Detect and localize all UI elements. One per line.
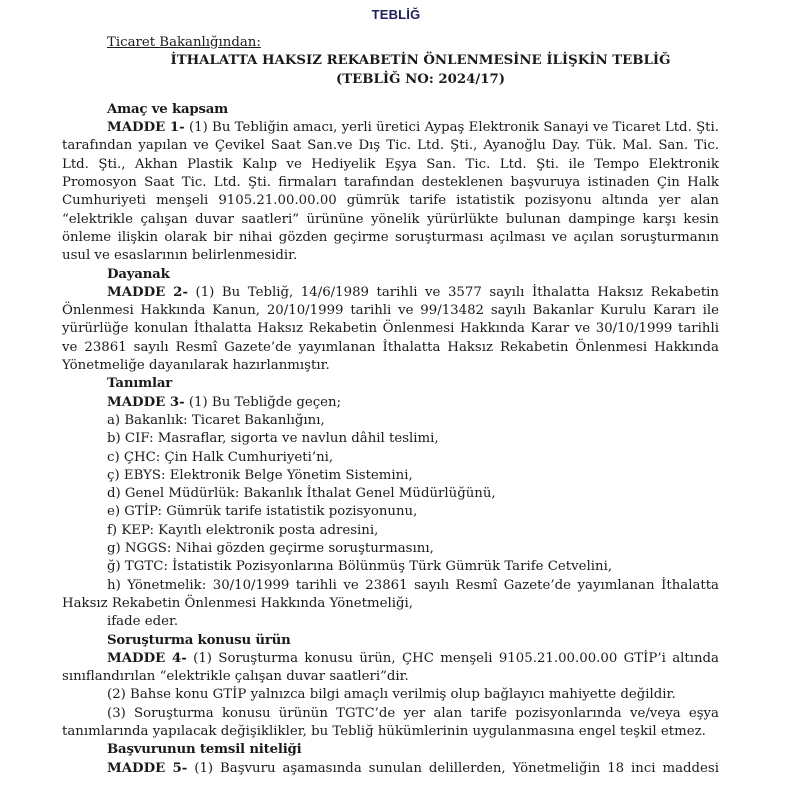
section-heading-subject-product: Soruşturma konusu ürün	[107, 632, 291, 648]
definition-item: g) NGGS: Nihai gözden geçirme soruşturmasını,	[107, 541, 434, 557]
article-4-paragraph-2: (2) Bahse konu GTİP yalnızca bilgi amaçlı verilmiş olup bağlayıcı mahiyette değildir.	[107, 687, 676, 703]
article-2-text: (1) Bu Tebliğ, 14/6/1989 tarihli ve 3577 sayılı İthalatta Haksız Rekabetin Önlenmesi Hakkında Kanun, 20/10/1999 tarihli ve 99/13482 sayılı Bakanlar Kurulu Kararı ile yürürlüğe konulan İthalatta Haksız Rekabetin Önlenmesi Hakkında Karar ve 30/10/1999 tarihli ve 23861 sayılı Resmî Gazete’de yayımlanan İthalatta Haksız Rekabetin Önlenmesi Hakkında Yönetmeliğe dayanılarak hazırlanmıştır.	[62, 284, 719, 374]
article-4-paragraph-1	[62, 650, 719, 687]
article-2	[62, 284, 719, 375]
document-number: (TEBLİĞ NO: 2024/17)	[335, 71, 506, 87]
definitions-closing: ifade eder.	[107, 614, 179, 630]
article-5-label: MADDE 5-	[107, 760, 188, 776]
definition-item: f) KEP: Kayıtlı elektronik posta adresini,	[107, 522, 379, 538]
article-2-label: MADDE 2-	[107, 284, 188, 300]
issuing-authority: Ticaret Bakanlığından:	[107, 35, 261, 50]
definition-item: a) Bakanlık: Ticaret Bakanlığını,	[107, 412, 325, 428]
article-3-label: MADDE 3-	[107, 394, 185, 410]
article-4-paragraph-3: (3) Soruşturma konusu ürünün TGTC’de yer alan tarife pozisyonlarında ve/veya eşya tanımlarında yapılacak değişiklikler, bu Tebliğ hükümlerinin uygulanmasına engel teşkil etmez.	[62, 705, 719, 739]
definition-item: ç) EBYS: Elektronik Belge Yönetim Sistemini,	[107, 467, 413, 483]
article-5	[62, 760, 719, 778]
document-title: İTHALATTA HAKSIZ REKABETİN ÖNLENMESİNE İLİŞKİN TEBLİĞ	[170, 53, 671, 69]
definition-item: c) ÇHC: Çin Halk Cumhuriyeti’ni,	[107, 449, 334, 465]
section-heading-definitions: Tanımlar	[107, 376, 173, 392]
article-4-text: (1) Soruşturma konusu ürün, ÇHC menşeli 9105.21.00.00.00 GTİP’i altında sınıflandırılan “elektrikle çalışan duvar saatleri”dir.	[62, 650, 719, 685]
article-4-label: MADDE 4-	[107, 650, 187, 666]
article-1-label: MADDE 1-	[107, 120, 185, 136]
document-page	[62, 34, 719, 778]
section-heading-purpose: Amaç ve kapsam	[107, 101, 229, 117]
section-heading-representation: Başvurunun temsil niteliği	[107, 742, 302, 758]
section-heading-basis: Dayanak	[107, 266, 170, 282]
header-title: TEBLİĞ	[371, 7, 421, 22]
definition-item: ğ) TGTC: İstatistik Pozisyonlarına Bölünmüş Türk Gümrük Tarife Cetvelini,	[107, 559, 613, 575]
definition-item: b) CIF: Masraflar, sigorta ve navlun dâhil teslimi,	[107, 431, 439, 447]
definition-item: e) GTİP: Gümrük tarife istatistik pozisyonunu,	[107, 504, 418, 520]
article-5-text: (1) Başvuru aşamasında sunulan delillerden, Yönetmeliğin 18 inci maddesi	[187, 760, 719, 776]
definition-item: h) Yönetmelik: 30/10/1999 tarihli ve 23861 sayılı Resmî Gazete’de yayımlanan İthalatta Haksız Rekabetin Önlenmesi Hakkında Yönetmeliği,	[62, 577, 719, 611]
article-3-intro: (1) Bu Tebliğde geçen;	[184, 394, 342, 410]
definition-item: d) Genel Müdürlük: Bakanlık İthalat Genel Müdürlüğünü,	[107, 486, 496, 502]
article-1-text: (1) Bu Tebliğin amacı, yerli üretici Aypaş Elektronik Sanayi ve Ticaret Ltd. Şti. tarafından yapılan ve Çevikel Saat San.ve Dış Tic. Ltd. Şti., Ayanoğlu Day. Tük. Mal. San. Tic. Ltd. Şti., Akhan Plastik Kalıp ve Hediyelik Eşya San. Tic. Ltd. Şti. ile Tempo Elektronik Promosyon Saat Tic. Ltd. Şti. firmaları tarafından desteklenen başvuruya istinaden Çin Halk Cumhuriyeti menşeli 9105.21.00.00.00 gümrük tarife istatistik pozisyonu altında yer alan “elektrikle çalışan duvar saatleri” ürününe yönelik yürürlükte bulunan dampinge karşı kesin önleme ilişkin olarak bir nihai gözden geçirme soruşturması açılması ve açılan soruşturmanın usul ve esaslarının belirlenmesidir.	[62, 120, 719, 264]
article-1	[62, 119, 719, 265]
article-3	[62, 394, 719, 412]
